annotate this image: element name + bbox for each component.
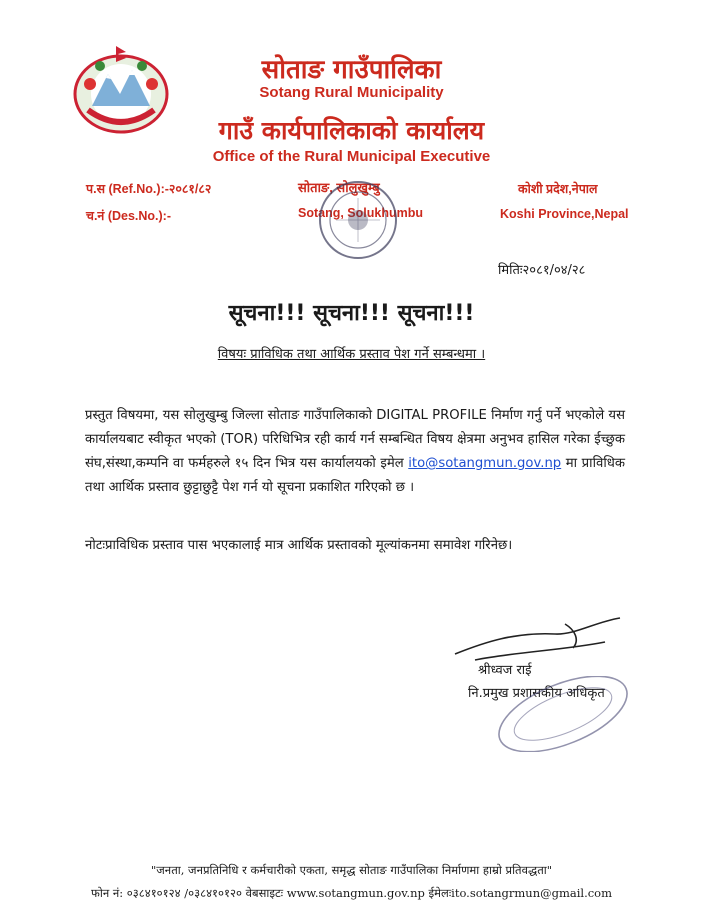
signature-icon [445,612,635,672]
notice-title: सूचना!!! सूचना!!! सूचना!!! [228,301,475,326]
signer-title: नि.प्रमुख प्रशासकीय अधिकृत [468,686,605,701]
organization-name-english: Sotang Rural Municipality [259,84,444,101]
office-name-nepali: गाउँ कार्यपालिकाको कार्यालय [218,116,485,145]
signer-name: श्रीध्वज राई [478,663,532,678]
address-nepali: सोताङ, सोलुखुम्बु [298,180,380,195]
notice-date: मितिः२०८१/०४/२८ [498,263,586,278]
organization-name-nepali: सोताङ गाउँपालिका [261,55,442,85]
contact-email-link[interactable]: ito@sotangmun.gov.np [408,456,562,471]
notice-body [85,404,625,500]
footer-motto: "जनता, जनप्रतिनिधि र कर्मचारीको एकता, समृद्ध सोताङ गाउँपालिका निर्माणमा हाम्रो प्रतिवद्धता" [150,863,553,877]
province-english: Koshi Province,Nepal [500,207,629,221]
address-english: Sotang, Solukhumbu [298,206,423,220]
reference-number: प.स (Ref.No.):-२०८१/८२ [86,182,212,196]
subject-text: विषयः प्राविधिक तथा आर्थिक प्रस्ताव पेश गर्ने सम्बन्धमा । [217,347,486,362]
province-nepali: कोशी प्रदेश,नेपाल [518,182,598,196]
subject-line [0,344,703,362]
notice-note: नोटःप्राविधिक प्रस्ताव पास भएकालाई मात्र आर्थिक प्रस्तावको मूल्यांकनमा समावेश गरिनेछ। [85,538,513,553]
body-text-part-1: प्रस्तुत विषयमा, यस सोलुखुम्बु जिल्ला सोताङ गाउँपालिकाको DIGITAL PROFILE निर्माण गर्नु पर्ने भएकोले यस कार्यालयबाट स्वीकृत भएको (TOR) परिधिभित्र रही कार्य गर्न सम्बन्धित विषय क्षेत्रमा अनुभव हासिल गरेका ईच्छुक संघ,संस्था,कम्पनि वा फर्महरुले १५ दिन भित्र यस कार्यालयको इमेल [85,408,625,471]
officer-stamp-icon [488,676,638,752]
office-name-english: Office of the Rural Municipal Executive [212,148,491,165]
body-text-part-2: मा प्राविधिक तथा आर्थिक प्रस्ताव छुट्टाछुट्टै पेश गर्न यो सूचना प्रकाशित गरिएको छ । [85,456,625,495]
dispatch-number: च.नं (Des.No.):- [86,209,172,223]
office-stamp-icon [316,178,400,262]
footer-contact: फोन नं: ०३८४१०१२४ /०३८४१०१२० वेबसाइटः www.sotangmun.gov.np ईमेलःito.sotangrmun@gmail.com [90,886,613,900]
